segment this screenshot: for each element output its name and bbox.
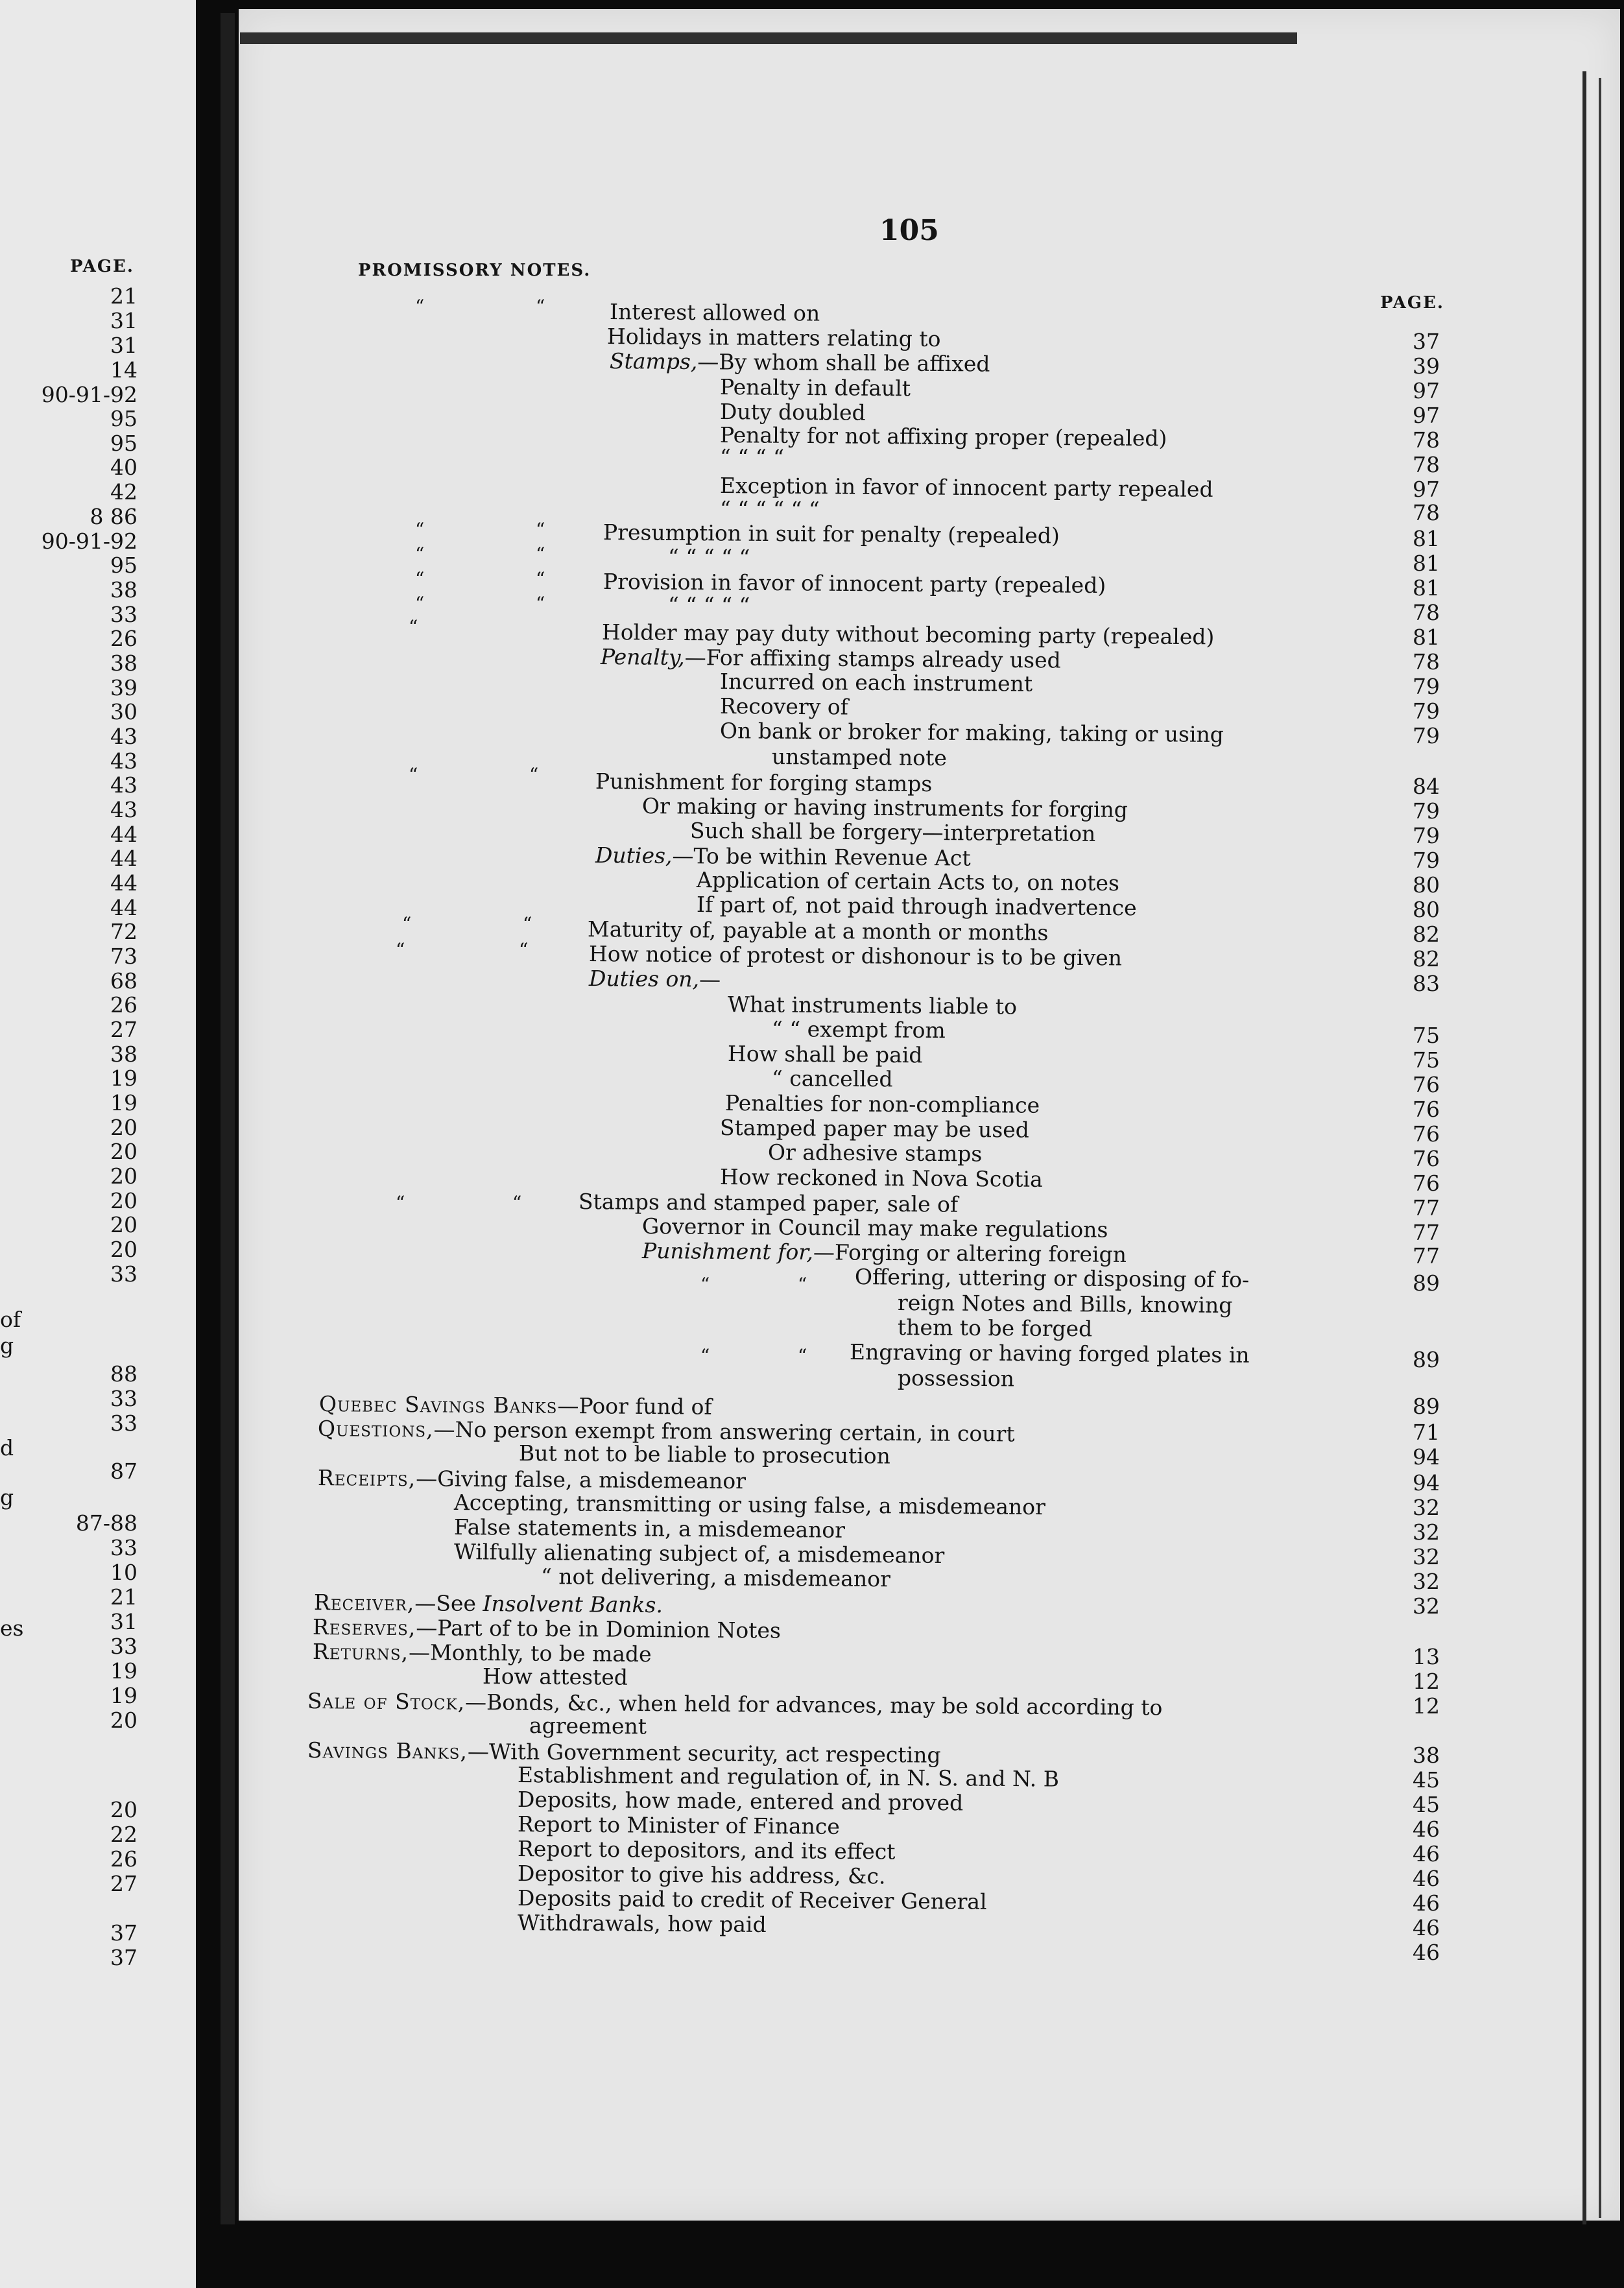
index-entry <box>720 694 848 720</box>
entry-page-number: 46 <box>1413 1915 1440 1940</box>
entry-page-number: 46 <box>1413 1841 1440 1866</box>
entry-subheading: Stamps, <box>609 348 698 375</box>
entry-page-number: 45 <box>1413 1792 1440 1817</box>
entry-text: On bank or broker for making, taking or using <box>719 718 1224 748</box>
left-page-number: 27 <box>110 1871 137 1896</box>
entry-page-number: 78 <box>1413 500 1440 525</box>
entry-text: Stamps and stamped paper, sale of <box>578 1189 959 1217</box>
entry-page-number: 79 <box>1413 848 1440 873</box>
entry-text: But not to be liable to prosecution <box>518 1440 891 1469</box>
left-page-number: 19 <box>110 1090 137 1115</box>
left-page-number: 21 <box>110 1584 137 1610</box>
entry-text: Interest allowed on <box>609 299 820 326</box>
index-entry <box>579 1189 958 1217</box>
left-page-fragment: es <box>0 1615 24 1641</box>
entry-page-number: 97 <box>1413 378 1440 403</box>
index-entry <box>898 1315 1093 1341</box>
entry-page-number: 76 <box>1413 1072 1440 1097</box>
left-page-number: 40 <box>110 455 137 480</box>
left-page-number: 44 <box>110 846 137 871</box>
left-page-number: 95 <box>110 553 137 578</box>
index-entry <box>697 868 1119 896</box>
index-entry <box>855 1265 1249 1293</box>
left-page-number: 43 <box>110 772 137 798</box>
index-entry <box>518 1911 767 1937</box>
entry-page-number: 78 <box>1413 452 1440 477</box>
index-entry <box>518 1861 886 1889</box>
left-page-number: 20 <box>110 1797 137 1822</box>
ditto-mark: “ <box>415 593 425 614</box>
left-page-number: 38 <box>110 1042 137 1067</box>
entry-text: What instruments liable to <box>727 992 1018 1019</box>
index-entry <box>518 1837 896 1865</box>
left-page-number: 26 <box>110 626 137 651</box>
left-page-number: 43 <box>110 797 137 822</box>
index-entry <box>314 1590 663 1617</box>
index-entry <box>518 1812 840 1839</box>
entry-page-number: 97 <box>1413 403 1440 428</box>
left-page-number: 38 <box>110 650 137 676</box>
index-entry <box>720 719 1224 747</box>
entry-subheading: Duties on, <box>588 966 700 992</box>
index-entry <box>720 1165 1043 1192</box>
index-entry <box>728 992 1017 1019</box>
entry-page-number: 78 <box>1413 427 1440 453</box>
left-page-number: 33 <box>110 1411 137 1436</box>
entry-page-number: 32 <box>1413 1593 1440 1619</box>
index-entry <box>668 593 750 618</box>
entry-text: Exception in favor of innocent party repealed <box>719 473 1213 502</box>
entry-page-number: 89 <box>1413 1394 1440 1419</box>
left-page-number: 33 <box>110 1634 137 1659</box>
left-page-number: 21 <box>110 283 137 309</box>
left-page-fragment: d <box>0 1435 14 1460</box>
page-number: 105 <box>879 214 939 247</box>
entry-subheading: Penalty, <box>600 644 685 671</box>
ditto-mark: “ <box>519 939 529 960</box>
index-entry <box>519 1441 890 1468</box>
entry-page-number: 83 <box>1413 971 1440 996</box>
entry-text: —Monthly, to be made <box>408 1639 652 1667</box>
left-page-number: 33 <box>110 1386 137 1411</box>
left-page-fragment: g <box>0 1484 14 1510</box>
left-page-number: 22 <box>110 1822 137 1847</box>
entry-text: Penalties for non-compliance <box>724 1090 1040 1118</box>
index-entry <box>318 1466 746 1494</box>
ditto-mark: “ <box>798 1274 807 1295</box>
entry-page-number: 84 <box>1413 774 1440 799</box>
entry-text: Stamped paper may be used <box>719 1115 1030 1143</box>
entry-page-number: 75 <box>1413 1023 1440 1048</box>
index-entry <box>595 843 971 871</box>
entry-text: —Bonds, &c., when held for advances, may be sold according to <box>464 1689 1163 1721</box>
ditto-mark: “ <box>402 913 412 935</box>
left-page-index-column <box>0 0 196 2288</box>
left-page-number: 44 <box>110 895 137 920</box>
page-right-edge <box>1582 71 1586 2224</box>
left-page-number: 87-88 <box>75 1510 137 1536</box>
left-page-number: 72 <box>110 919 137 944</box>
ditto-mark: “ <box>700 1345 710 1366</box>
entry-page-number: 81 <box>1413 575 1440 601</box>
entry-heading: Questions, <box>317 1416 434 1442</box>
left-page-number: 95 <box>110 431 137 456</box>
left-page-number: 19 <box>110 1683 137 1708</box>
left-page-fragment: of <box>0 1307 21 1332</box>
index-entry <box>541 1564 890 1591</box>
left-page-number: 20 <box>110 1708 137 1733</box>
left-page-number: 31 <box>110 1609 137 1634</box>
entry-page-number: 80 <box>1413 872 1440 898</box>
entry-page-number: 32 <box>1413 1495 1440 1520</box>
left-page-number: 68 <box>110 968 137 994</box>
left-page-number: 20 <box>110 1188 137 1213</box>
left-page-number: 20 <box>110 1237 137 1262</box>
entry-text: them to be forged <box>897 1315 1093 1342</box>
entry-text: —Forging or altering foreign <box>813 1239 1127 1267</box>
left-page-number: 30 <box>110 699 137 724</box>
index-entry <box>589 966 721 992</box>
page-bottom-edge <box>208 2224 1624 2288</box>
entry-text: “ “ “ “ <box>719 444 785 470</box>
left-page-number: 87 <box>110 1459 137 1484</box>
entry-page-number: 76 <box>1413 1146 1440 1171</box>
entry-heading: Receipts, <box>317 1465 416 1492</box>
ditto-mark: “ <box>700 1274 710 1295</box>
index-entry <box>850 1340 1250 1368</box>
entry-text: “ “ “ “ “ <box>667 592 750 618</box>
entry-heading: Reserves, <box>312 1614 416 1641</box>
entry-text: Governor in Council may make regulations <box>641 1213 1108 1243</box>
index-entry <box>610 349 990 377</box>
left-page-number: 14 <box>110 357 137 383</box>
left-page-number: 26 <box>110 1846 137 1872</box>
left-page-number: 39 <box>110 675 137 700</box>
left-page-header: PAGE. <box>70 257 134 276</box>
entry-page-number: 46 <box>1413 1890 1440 1916</box>
index-entry <box>454 1515 845 1543</box>
left-page-number: 20 <box>110 1115 137 1140</box>
entry-text: Deposits, how made, entered and proved <box>517 1787 964 1816</box>
index-entry <box>768 1140 983 1167</box>
index-entry <box>697 892 1137 920</box>
ditto-mark: “ <box>415 543 425 565</box>
entry-page-number: 12 <box>1413 1693 1440 1719</box>
left-page-number: 26 <box>110 992 137 1018</box>
entry-text: —No person exempt from answering certain, in court <box>433 1416 1015 1447</box>
left-page-number: 95 <box>110 406 137 431</box>
entry-text: Penalty for not affixing proper (repealed) <box>719 422 1167 451</box>
entry-page-number: 38 <box>1413 1743 1440 1768</box>
entry-page-number: 89 <box>1413 1347 1440 1372</box>
entry-text: “ “ “ “ “ “ <box>719 496 820 523</box>
entry-text: “ cancelled <box>771 1066 893 1092</box>
left-page-number: 10 <box>110 1560 137 1585</box>
entry-text: Establishment and regulation of, in N. S. and N. B <box>517 1762 1060 1792</box>
entry-text: “ not delivering, a misdemeanor <box>540 1564 890 1592</box>
entry-text: Penalty in default <box>719 374 911 401</box>
entry-heading: Receiver, <box>313 1590 415 1616</box>
entry-page-number: 32 <box>1413 1569 1440 1594</box>
left-page-number: 19 <box>110 1066 137 1091</box>
entry-text: Deposits paid to credit of Receiver General <box>517 1885 987 1914</box>
index-entry <box>728 1042 923 1067</box>
ditto-mark: “ <box>536 568 545 590</box>
entry-text: Holidays in matters relating to <box>606 324 941 352</box>
left-page-number: 31 <box>110 333 137 358</box>
entry-text: Or adhesive stamps <box>767 1139 983 1167</box>
entry-page-number: 12 <box>1413 1669 1440 1694</box>
entry-text: Incurred on each instrument <box>719 669 1033 697</box>
entry-text: “ “ exempt from <box>771 1016 946 1043</box>
left-page-number: 90-91-92 <box>41 529 137 554</box>
entry-page-number: 46 <box>1413 1817 1440 1842</box>
index-entry <box>642 1239 1127 1267</box>
entry-page-number: 79 <box>1413 823 1440 848</box>
index-entry <box>595 769 933 796</box>
entry-page-number: 13 <box>1413 1644 1440 1669</box>
entry-text: — <box>699 966 721 992</box>
entry-page-number: 79 <box>1413 798 1440 824</box>
left-page-number: 43 <box>110 748 137 774</box>
entry-page-number: 82 <box>1413 922 1440 947</box>
index-entry <box>772 1066 893 1091</box>
ditto-mark: “ <box>512 1192 522 1213</box>
ditto-mark: “ <box>415 296 425 317</box>
entry-text: How shall be paid <box>727 1041 923 1068</box>
index-entry <box>720 423 1167 451</box>
entry-text: —Giving false, a misdemeanor <box>416 1466 746 1494</box>
index-entry <box>720 1115 1029 1143</box>
index-entry <box>720 399 866 425</box>
page-top-edge <box>240 32 1297 44</box>
left-page-fragment: g <box>0 1333 14 1358</box>
entry-text: —Part of to be in Dominion Notes <box>416 1615 782 1643</box>
entry-text: How notice of protest or dishonour is to be given <box>588 941 1123 971</box>
entry-text: Such shall be forgery—interpretation <box>689 818 1096 846</box>
entry-text: Depositor to give his address, &c. <box>517 1861 886 1889</box>
left-page-number: 20 <box>110 1163 137 1189</box>
page-column-header: PAGE. <box>1380 293 1444 313</box>
entry-page-number: 32 <box>1413 1544 1440 1569</box>
entry-page-number: 94 <box>1413 1444 1440 1470</box>
index-entry <box>720 497 820 522</box>
entry-page-number: 46 <box>1413 1866 1440 1891</box>
entry-text: —By whom shall be affixed <box>697 349 990 377</box>
gutter-shadow <box>221 13 235 2231</box>
index-entry <box>313 1639 652 1667</box>
entry-text: —For affixing stamps already used <box>684 645 1061 673</box>
index-entry <box>668 545 750 570</box>
entry-page-number: 45 <box>1413 1767 1440 1793</box>
entry-page-number: 76 <box>1413 1097 1440 1122</box>
entry-text: Maturity of, payable at a month or months <box>587 916 1049 946</box>
index-entry <box>720 375 911 401</box>
entry-text: —To be within Revenue Act <box>672 842 971 871</box>
entry-text: Engraving or having forged plates in <box>849 1339 1250 1368</box>
entry-text: Accepting, transmitting or using false, a misdemeanor <box>453 1490 1046 1520</box>
entry-text: unstamped note <box>771 744 948 771</box>
entry-text: possession <box>897 1365 1015 1392</box>
index-entry <box>610 300 820 326</box>
left-page-number: 27 <box>110 1017 137 1042</box>
entry-text: —See <box>414 1590 483 1617</box>
left-page-number: 33 <box>110 1261 137 1287</box>
entry-text: How attested <box>482 1663 628 1690</box>
entry-heading: Sale of Stock, <box>307 1688 466 1715</box>
index-entry <box>607 324 941 352</box>
entry-text: Report to depositors, and its effect <box>517 1836 896 1865</box>
index-entry <box>690 818 1096 846</box>
ditto-mark: “ <box>409 616 418 638</box>
entry-text: Application of certain Acts to, on notes <box>696 867 1120 896</box>
left-page-number: 43 <box>110 724 137 749</box>
entry-text: Or making or having instruments for forging <box>641 793 1128 822</box>
entry-heading: Savings Banks, <box>307 1737 468 1764</box>
index-entry <box>601 645 1061 673</box>
entry-text: —Poor fund of <box>557 1392 712 1420</box>
entry-page-number: 94 <box>1413 1470 1440 1496</box>
entry-text: If part of, not paid through inadvertence <box>696 892 1137 921</box>
ditto-mark: “ <box>396 939 405 960</box>
ditto-mark: “ <box>415 519 425 540</box>
entry-text: Withdrawals, how paid <box>517 1910 767 1938</box>
entry-page-number: 89 <box>1413 1270 1440 1296</box>
left-page-number: 90-91-92 <box>41 382 137 407</box>
index-entry <box>483 1664 628 1690</box>
entry-subheading: Duties, <box>595 842 673 868</box>
index-entry <box>772 1017 946 1043</box>
entry-text: Holder may pay duty without becoming party (repealed) <box>601 619 1215 650</box>
left-page-number: 37 <box>110 1920 137 1946</box>
entry-page-number: 81 <box>1413 551 1440 576</box>
left-page-number: 44 <box>110 870 137 896</box>
left-page-number: 88 <box>110 1361 137 1387</box>
entry-page-number: 77 <box>1413 1243 1440 1269</box>
index-entry <box>319 1392 712 1420</box>
entry-page-number: 71 <box>1413 1420 1440 1445</box>
left-page-number: 73 <box>110 944 137 969</box>
entry-page-number: 77 <box>1413 1195 1440 1221</box>
ditto-mark: “ <box>396 1192 405 1213</box>
entry-text: Offering, uttering or disposing of fo- <box>854 1264 1250 1293</box>
entry-page-number: 76 <box>1413 1171 1440 1196</box>
entry-text: Punishment for forging stamps <box>595 769 933 797</box>
entry-page-number: 80 <box>1413 897 1440 922</box>
ditto-mark: “ <box>536 593 545 614</box>
entry-text: Recovery of <box>719 693 849 720</box>
left-page-number: 20 <box>110 1139 137 1164</box>
entry-page-number: 37 <box>1413 329 1440 354</box>
entry-text: Report to Minister of Finance <box>517 1811 841 1839</box>
entry-page-number: 78 <box>1413 600 1440 625</box>
ditto-mark: “ <box>536 543 545 565</box>
entry-page-number: 76 <box>1413 1121 1440 1147</box>
left-page-number: 42 <box>110 479 137 505</box>
left-page-number: 31 <box>110 308 137 333</box>
left-page-number: 19 <box>110 1658 137 1684</box>
index-entry <box>529 1713 647 1739</box>
entry-text: Presumption in suit for penalty (repealed) <box>603 519 1060 549</box>
entry-page-number: 77 <box>1413 1220 1440 1245</box>
entry-text: Wilfully alienating subject of, a misdemeanor <box>453 1539 945 1568</box>
entry-page-number: 46 <box>1413 1940 1440 1965</box>
index-entry <box>772 745 947 770</box>
ditto-mark: “ <box>536 296 545 317</box>
index-entry <box>720 445 784 470</box>
entry-heading: Quebec Savings Banks <box>318 1391 558 1418</box>
entry-subheading: Punishment for, <box>641 1238 814 1265</box>
entry-page-number: 81 <box>1413 526 1440 551</box>
left-page-number: 44 <box>110 822 137 847</box>
entry-page-number: 82 <box>1413 946 1440 971</box>
entry-text: False statements in, a misdemeanor <box>453 1514 846 1543</box>
left-page-number: 37 <box>110 1945 137 1970</box>
left-page-number: 33 <box>110 602 137 627</box>
entry-page-number: 79 <box>1413 674 1440 699</box>
entry-reference: Insolvent Banks. <box>483 1591 663 1618</box>
ditto-mark: “ <box>536 519 545 540</box>
ditto-mark: “ <box>798 1345 807 1366</box>
entry-page-number: 97 <box>1413 477 1440 502</box>
section-header: PROMISSORY NOTES. <box>358 261 591 280</box>
ditto-mark: “ <box>529 764 539 785</box>
left-page-number: 20 <box>110 1212 137 1237</box>
entry-page-number: 81 <box>1413 625 1440 650</box>
entry-page-number: 75 <box>1413 1047 1440 1073</box>
ditto-mark: “ <box>523 913 532 935</box>
entry-text: —With Government security, act respecting <box>467 1738 941 1768</box>
left-page-number: 38 <box>110 577 137 602</box>
left-page-number: 33 <box>110 1535 137 1560</box>
index-entry <box>454 1540 945 1568</box>
index-entry <box>725 1091 1040 1118</box>
entry-page-number: 79 <box>1413 698 1440 724</box>
index-entry <box>898 1366 1014 1391</box>
page-right-edge-2 <box>1599 78 1601 2218</box>
entry-page-number: 32 <box>1413 1519 1440 1545</box>
left-page <box>0 0 196 2288</box>
entry-text: reign Notes and Bills, knowing <box>897 1290 1233 1318</box>
entry-text: How reckoned in Nova Scotia <box>719 1164 1043 1192</box>
entry-heading: Returns, <box>312 1639 409 1665</box>
entry-text: “ “ “ “ “ <box>667 544 750 570</box>
ditto-mark: “ <box>409 764 418 785</box>
entry-text: agreement <box>529 1713 647 1739</box>
index-entry <box>898 1291 1233 1318</box>
entry-page-number: 78 <box>1413 649 1440 674</box>
index-entry <box>720 669 1033 697</box>
left-page-number: 8 86 <box>90 504 137 529</box>
entry-page-number: 39 <box>1413 353 1440 379</box>
entry-page-number: 79 <box>1413 723 1440 748</box>
entry-text: Duty doubled <box>719 399 866 425</box>
ditto-mark: “ <box>415 568 425 590</box>
entry-text: Provision in favor of innocent party (repealed) <box>603 569 1106 599</box>
